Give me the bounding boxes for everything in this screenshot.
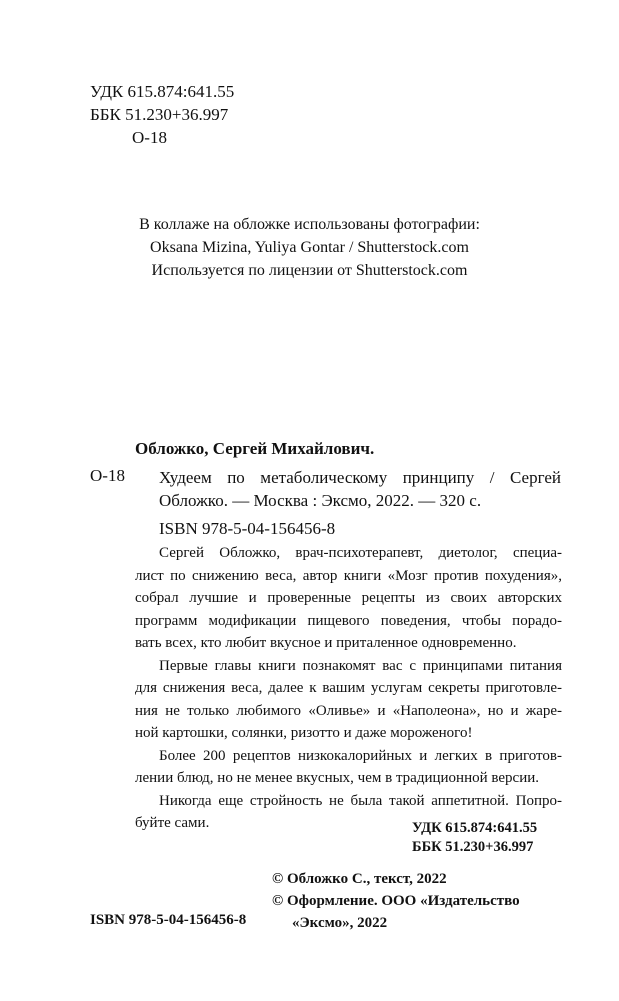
annotation-line: ной картошки, солянки, ризотто и даже мороженого! [135,725,473,741]
cover-photo-credit [0,213,619,282]
copyright-line-2: © Оформление. ООО «Издательство [272,893,520,909]
copyright-line-3: «Эксмо», 2022 [292,915,388,931]
annotation-line: собрал лучшие и проверенные рецепты из своих авторских [135,590,562,606]
bib-author-sign: О-18 [90,466,125,485]
annotation-line: лении блюд, но не менее вкусных, чем в традиционной версии. [135,770,540,786]
annotation-line: программ модификации пищевого поведения, чтобы порадо- [135,612,562,629]
credit-line-2: Oksana Mizina, Yuliya Gontar / Shutterstock.com [150,239,469,256]
annotation-line: Более 200 рецептов низкокалорийных и легких в приготов- [159,747,562,764]
isbn-bottom: ISBN 978-5-04-156456-8 [90,912,247,928]
bbk-code: ББК 51.230+36.997 [90,105,229,124]
bib-desc-line-2: Обложко. — Москва : Эксмо, 2022. — 320 с. [159,491,482,510]
annotation-line: лист по снижению веса, автор книги «Мозг против похудения», [135,567,562,584]
annotation-line: вать всех, кто любит вкусное и приталенное одновременно. [135,635,517,651]
copyright-line-1: © Обложко С., текст, 2022 [272,871,447,887]
annotation-line: Никогда еще стройность не была такой аппетитной. Попро- [159,792,562,809]
annotation-line: Первые главы книги познакомят вас с принципами питания [159,657,562,674]
classification-block-bottom [412,819,537,857]
annotation [135,542,562,835]
annotation-line: буйте сами. [135,815,210,831]
author-heading: Обложко, Сергей Михайлович. [135,439,375,458]
author-sign: О-18 [132,128,167,147]
udk-code-bottom: УДК 615.874:641.55 [412,820,538,836]
credit-line-1: В коллаже на обложке использованы фотографии: [139,216,480,233]
bib-isbn: ISBN 978-5-04-156456-8 [159,519,336,538]
bib-description [159,466,561,512]
credit-line-3: Используется по лицензии от Shutterstock.com [151,262,468,279]
bbk-code-bottom: ББК 51.230+36.997 [412,839,534,855]
udk-code: УДК 615.874:641.55 [90,82,235,101]
annotation-line: Сергей Обложко, врач-психотерапевт, диетолог, специа- [159,545,562,561]
annotation-line: для снижения веса, далее к вашим услугам секреты приготовле- [135,680,562,696]
classification-block [90,80,234,149]
copyright-block [272,868,520,934]
bib-desc-line-1: Худеем по метаболическому принципу / Сергей [159,468,561,487]
annotation-line: ния не только любимого «Оливье» и «Наполеона», но и жаре- [135,702,562,719]
